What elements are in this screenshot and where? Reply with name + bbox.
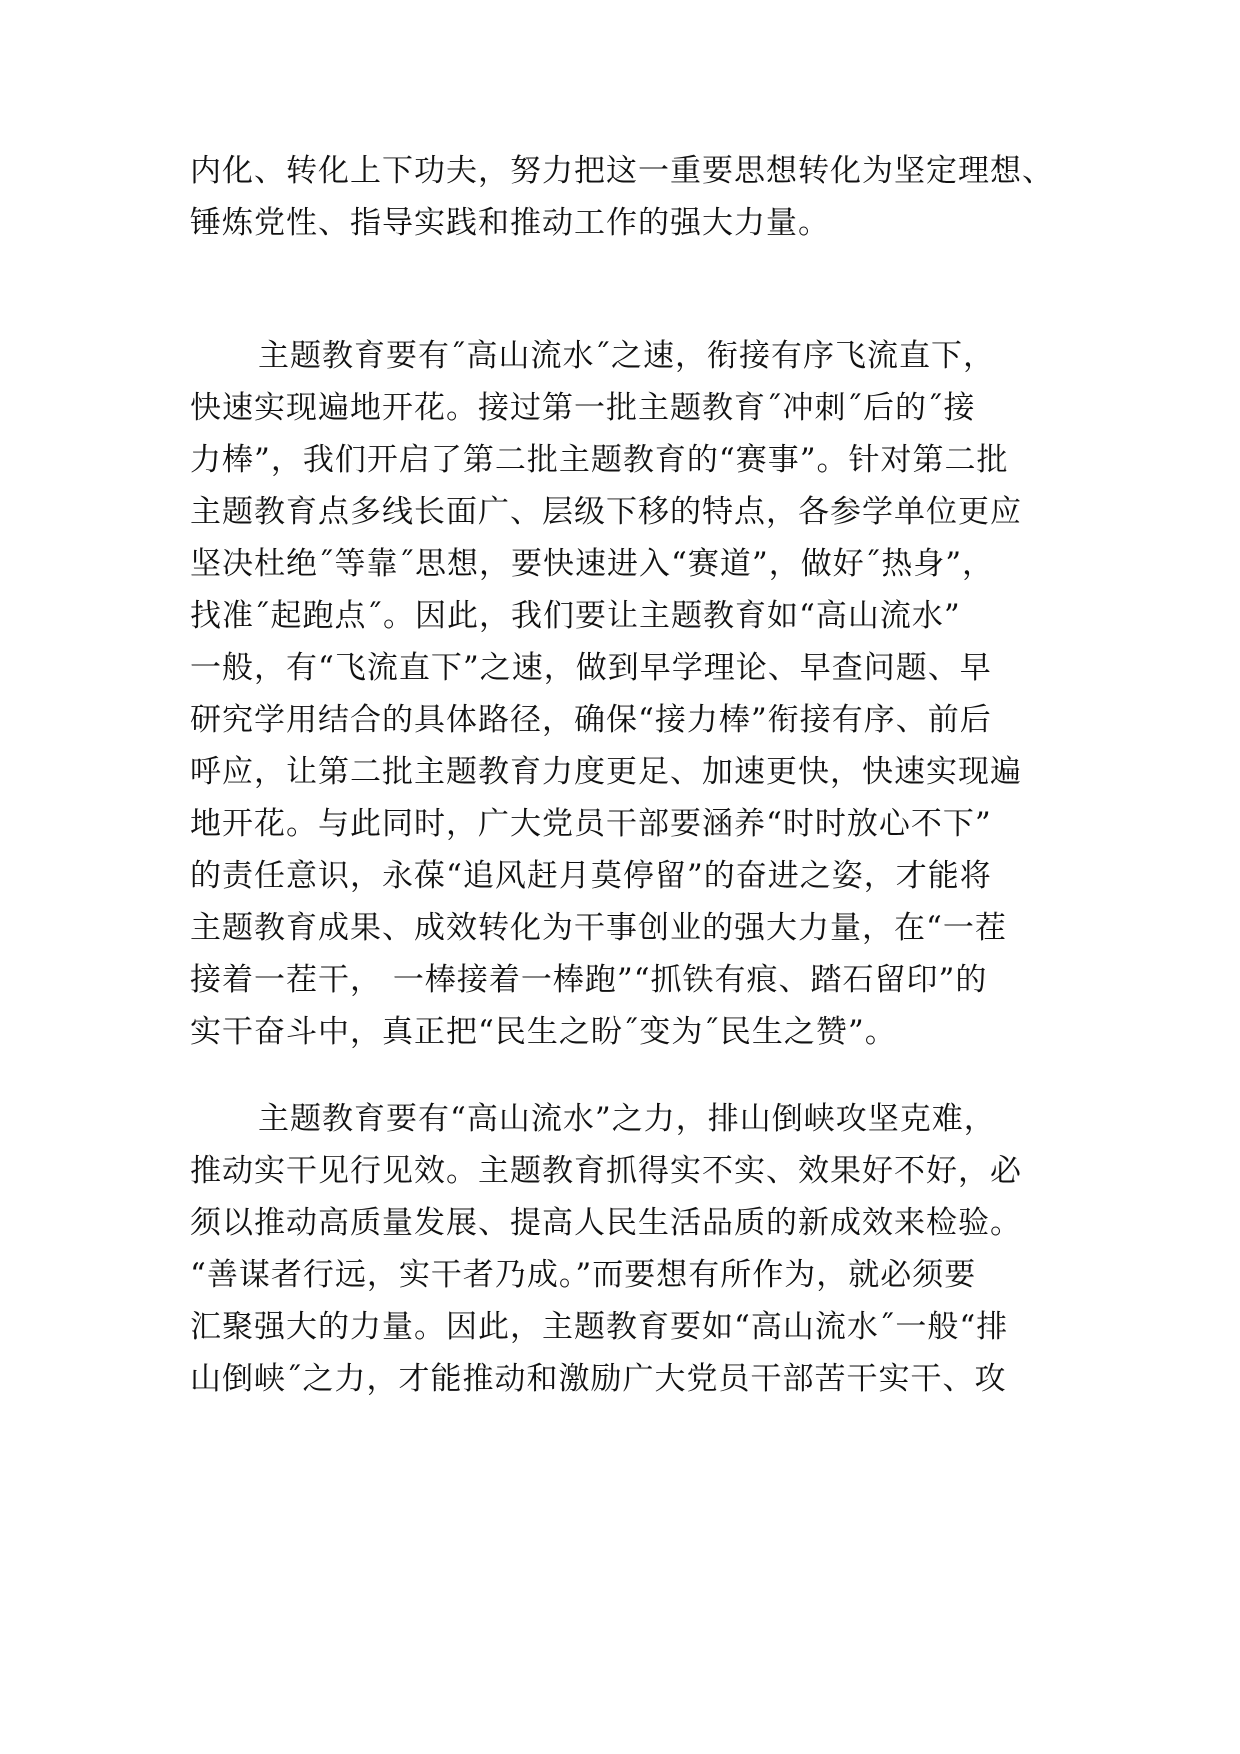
paragraph-line: 研究学用结合的具体路径，确保“接力棒”衔接有序、前后 — [190, 702, 992, 738]
paragraph-line: 内化、转化上下功夫，努力把这一重要思想转化为坚定理想、 — [190, 153, 1054, 189]
paragraph-line: 快速实现遍地开花。接过第一批主题教育˝冲刺˝后的˝接 — [190, 390, 976, 426]
paragraph-line: 锤炼党性、指导实践和推动工作的强大力量。 — [190, 205, 830, 241]
paragraph-line: 呼应，让第二批主题教育力度更足、加速更快，快速实现遍 — [190, 754, 1022, 790]
paragraph-line: 接着一茬干， 一棒接着一棒跑”“抓铁有痕、踏石留印”的 — [190, 962, 988, 998]
paragraph-line: 坚决杜绝˝等靠˝思想，要快速进入“赛道”，做好˝热身”， — [190, 546, 995, 582]
paragraph-3 — [190, 1093, 1058, 1405]
paragraph-line: 地开花。与此同时，广大党员干部要涵养“时时放心不下” — [190, 806, 992, 842]
paragraph-line: 主题教育点多线长面广、层级下移的特点，各参学单位更应 — [190, 494, 1022, 530]
paragraph-line: 山倒峡˝之力，才能推动和激励广大党员干部苦干实干、攻 — [190, 1361, 1007, 1397]
paragraph-line: 须以推动高质量发展、提高人民生活品质的新成效来检验。 — [190, 1205, 1022, 1241]
paragraph-1 — [190, 145, 1058, 249]
paragraph-line: 主题教育成果、成效转化为干事创业的强大力量，在“一茬 — [190, 910, 1007, 946]
paragraph-line: 的责任意识，永葆“追风赶月莫停留”的奋进之姿，才能将 — [190, 858, 992, 894]
paragraph-line: “善谋者行远，实干者乃成。”而要想有所作为，就必须要 — [190, 1257, 977, 1293]
paragraph-line: 找准˝起跑点˝。因此，我们要让主题教育如“高山流水” — [190, 598, 961, 634]
paragraph-2 — [190, 330, 1058, 1058]
paragraph-line: 一般，有“飞流直下”之速，做到早学理论、早查问题、早 — [190, 650, 992, 686]
paragraph-line: 主题教育要有˝高山流水˝之速，衔接有序飞流直下， — [258, 338, 995, 374]
paragraph-line: 实干奋斗中，真正把“民生之盼˝变为˝民生之赞”。 — [190, 1014, 897, 1050]
paragraph-line: 力棒”，我们开启了第二批主题教育的“赛事”。针对第二批 — [190, 442, 1009, 478]
paragraph-line: 主题教育要有“高山流水”之力，排山倒峡攻坚克难， — [258, 1101, 996, 1137]
paragraph-line: 汇聚强大的力量。因此，主题教育要如“高山流水˝一般“排 — [190, 1309, 1009, 1345]
paragraph-line: 推动实干见行见效。主题教育抓得实不实、效果好不好，必 — [190, 1153, 1022, 1189]
